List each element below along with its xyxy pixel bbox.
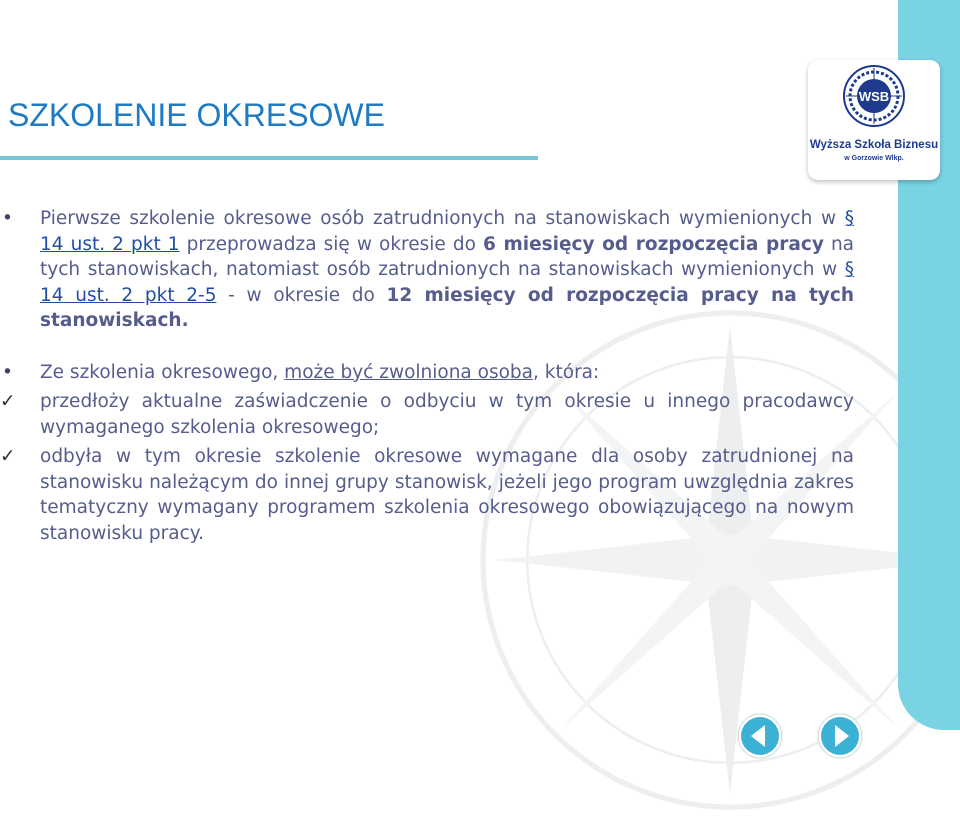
- wsb-logo: [808, 60, 940, 180]
- p1-text-4: - w okresie do: [216, 284, 387, 306]
- link-par-14-2-2-5[interactable]: § 14 ust. 2 pkt 2-5: [40, 259, 854, 306]
- title-underline: [0, 156, 538, 160]
- prev-slide-button[interactable]: [737, 713, 783, 759]
- p2-text-1: Ze szkolenia okresowego,: [40, 361, 285, 383]
- p2-underlined: może być zwolniona osoba: [284, 361, 534, 383]
- p1-text-3: na tych stanowiskach, natomiast osób zatrudnionych na stanowiskach wymienionych w: [40, 233, 855, 280]
- check-item-2: ✓ odbyła w tym okresie szkolenie okresowe wymagane dla osoby zatrudnionej na stanowisku należącym do innej grupy stanowisk, jeżeli jego program uwzględnia zakres tematyczny wymagany programem szkolenia okresowego obowiązującego na nowym stanowisku pracy.: [40, 444, 854, 546]
- bullet-paragraph-2: [40, 360, 854, 386]
- bullet-paragraph-1: [40, 206, 854, 334]
- p1-text-2: przeprowadza się w okresie do: [179, 233, 483, 255]
- slide-title: SZKOLENIE OKRESOWE: [8, 97, 385, 133]
- logo-name: Wyższa Szkoła Biznesu: [809, 139, 939, 151]
- link-par-14-2-1[interactable]: § 14 ust. 2 pkt 1: [40, 208, 854, 255]
- slide-content: [40, 206, 854, 546]
- check-item-1: ✓ przedłoży aktualne zaświadczenie o odbyciu w tym okresie u innego pracodawcy wymaganego szkolenia okresowego;: [40, 389, 854, 440]
- next-slide-button[interactable]: [817, 713, 863, 759]
- logo-emblem-text: WSB: [858, 89, 890, 104]
- p1-text-1: Pierwsze szkolenie okresowe osób zatrudnionych na stanowiskach wymienionych w: [40, 208, 845, 229]
- p1-bold-1: 6 miesięcy od rozpoczęcia pracy: [482, 233, 824, 255]
- p1-bold-2: 12 miesięcy od rozpoczęcia pracy na tych stanowiskach.: [40, 284, 854, 331]
- wsb-emblem-icon: [842, 64, 906, 128]
- p2-text-2: , która:: [533, 361, 600, 383]
- logo-subtitle: w Gorzowie Wlkp.: [844, 155, 904, 162]
